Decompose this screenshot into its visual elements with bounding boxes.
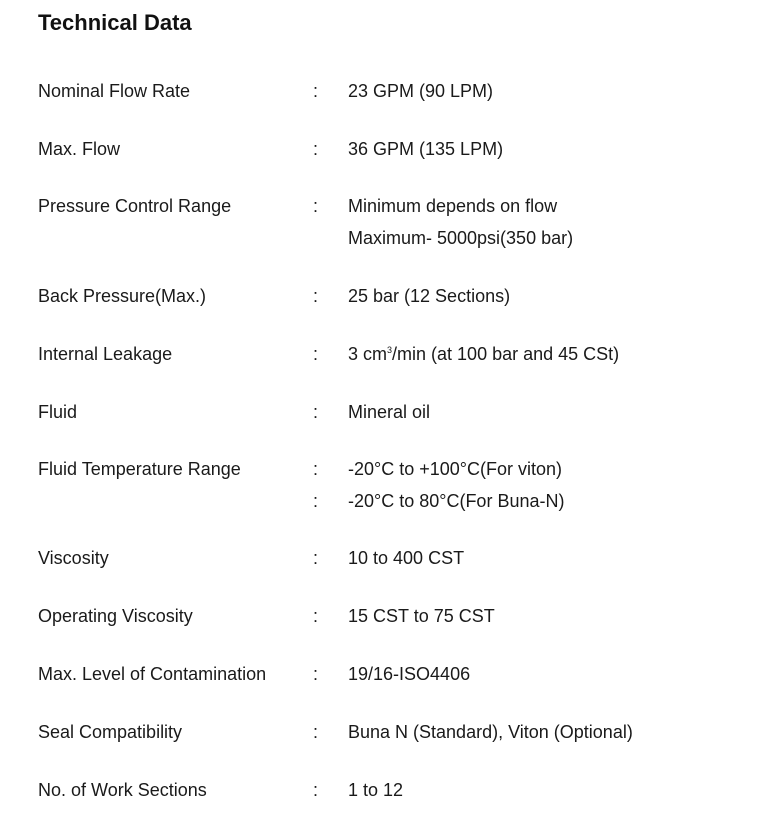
separator-colon: : bbox=[313, 196, 319, 216]
spec-value: 23 GPM (90 LPM) bbox=[348, 81, 494, 101]
spec-value: Minimum depends on flow bbox=[348, 196, 558, 216]
spec-value: 25 bar (12 Sections) bbox=[348, 286, 511, 306]
value-part-after: /min (at 100 bar and 45 CSt) bbox=[392, 344, 620, 364]
separator-colon: : bbox=[313, 548, 319, 568]
spec-value: -20°C to 80°C(For Buna-N) bbox=[348, 491, 565, 511]
spec-label: Viscosity bbox=[38, 548, 109, 568]
separator-colon: : bbox=[313, 139, 319, 159]
spec-label: Fluid bbox=[38, 402, 78, 422]
separator-colon: : bbox=[313, 606, 319, 626]
spec-value: 1 to 12 bbox=[348, 780, 404, 800]
spec-value: Buna N (Standard), Viton (Optional) bbox=[348, 722, 633, 742]
separator-colon: : bbox=[313, 459, 319, 479]
spec-label: No. of Work Sections bbox=[38, 780, 207, 800]
value-part-before: 3 cm bbox=[348, 344, 388, 364]
spec-label: Nominal Flow Rate bbox=[38, 81, 191, 101]
spec-value: 10 to 400 CST bbox=[348, 548, 465, 568]
spec-value bbox=[348, 338, 619, 370]
spec-value: 36 GPM (135 LPM) bbox=[348, 139, 504, 159]
spec-value: 19/16-ISO4406 bbox=[348, 664, 471, 684]
spec-label: Seal Compatibility bbox=[38, 722, 183, 742]
separator-colon: : bbox=[313, 491, 319, 511]
spec-label: Fluid Temperature Range bbox=[38, 459, 241, 479]
spec-label: Max. Flow bbox=[38, 139, 121, 159]
spec-value: 15 CST to 75 CST bbox=[348, 606, 495, 626]
spec-label: Operating Viscosity bbox=[38, 606, 193, 626]
spec-value: -20°C to +100°C(For viton) bbox=[348, 459, 562, 479]
separator-colon: : bbox=[313, 344, 319, 364]
spec-label: Max. Level of Contamination bbox=[38, 664, 267, 684]
separator-colon: : bbox=[313, 286, 319, 306]
spec-value: Mineral oil bbox=[348, 402, 431, 422]
separator-colon: : bbox=[313, 722, 319, 742]
page-title: Technical Data bbox=[38, 10, 192, 35]
spec-label: Pressure Control Range bbox=[38, 196, 232, 216]
spec-value: Maximum- 5000psi(350 bar) bbox=[348, 228, 574, 248]
spec-label: Back Pressure(Max.) bbox=[38, 286, 207, 306]
spec-label: Internal Leakage bbox=[38, 344, 173, 364]
separator-colon: : bbox=[313, 664, 319, 684]
separator-colon: : bbox=[313, 402, 319, 422]
separator-colon: : bbox=[313, 81, 319, 101]
separator-colon: : bbox=[313, 780, 319, 800]
superscript-3: 3 bbox=[387, 345, 393, 355]
